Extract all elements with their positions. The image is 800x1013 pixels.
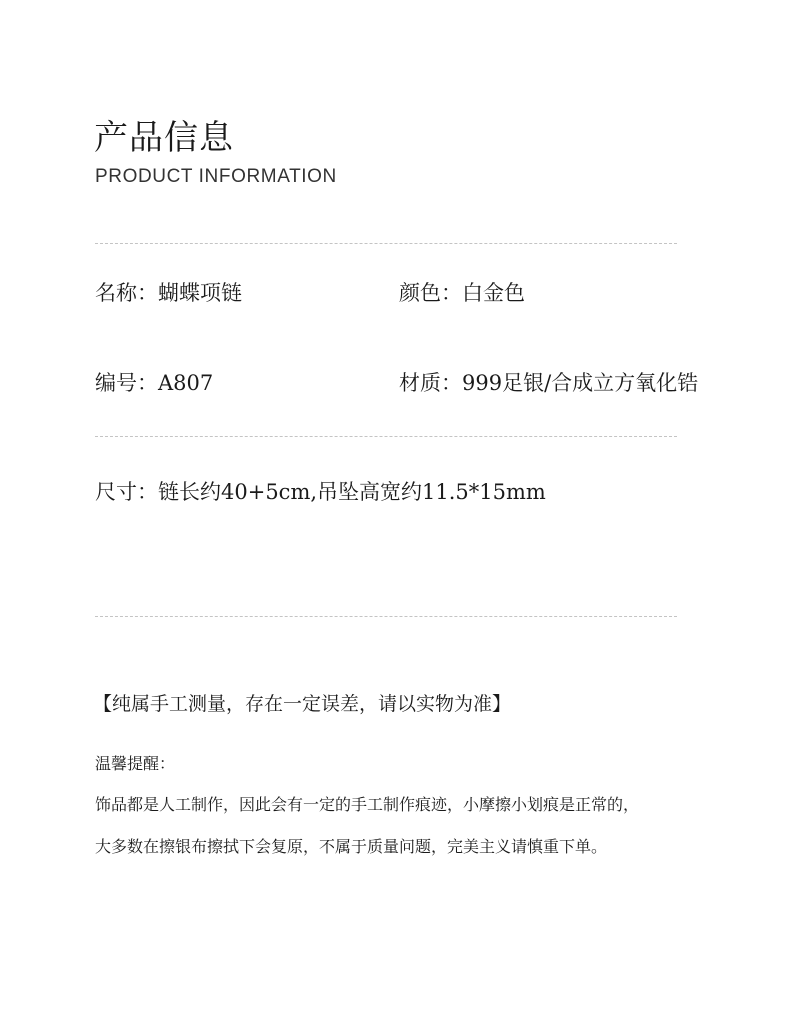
product-size: 尺寸：链长约40+5cm,吊坠高宽约11.5*15mm [95,480,546,504]
product-code: 编号：A807 [95,371,214,395]
divider [95,616,677,617]
measurement-notice: 【纯属手工测量，存在一定误差，请以实物为准】 [93,693,512,715]
product-material: 材质：999足银/合成立方氧化锆 [399,371,699,395]
page-subtitle: PRODUCT INFORMATION [95,166,337,187]
product-name: 名称：蝴蝶项链 [95,281,242,305]
tips-line: 大多数在擦银布擦拭下会复原，不属于质量问题，完美主义请慎重下单。 [95,837,608,856]
product-color: 颜色：白金色 [399,281,525,305]
page-title: 产品信息 [94,118,234,158]
tips-title: 温馨提醒： [95,754,176,773]
divider [95,436,677,437]
divider [95,243,677,244]
tips-line: 饰品都是人工制作，因此会有一定的手工制作痕迹，小摩擦小划痕是正常的， [95,795,640,814]
